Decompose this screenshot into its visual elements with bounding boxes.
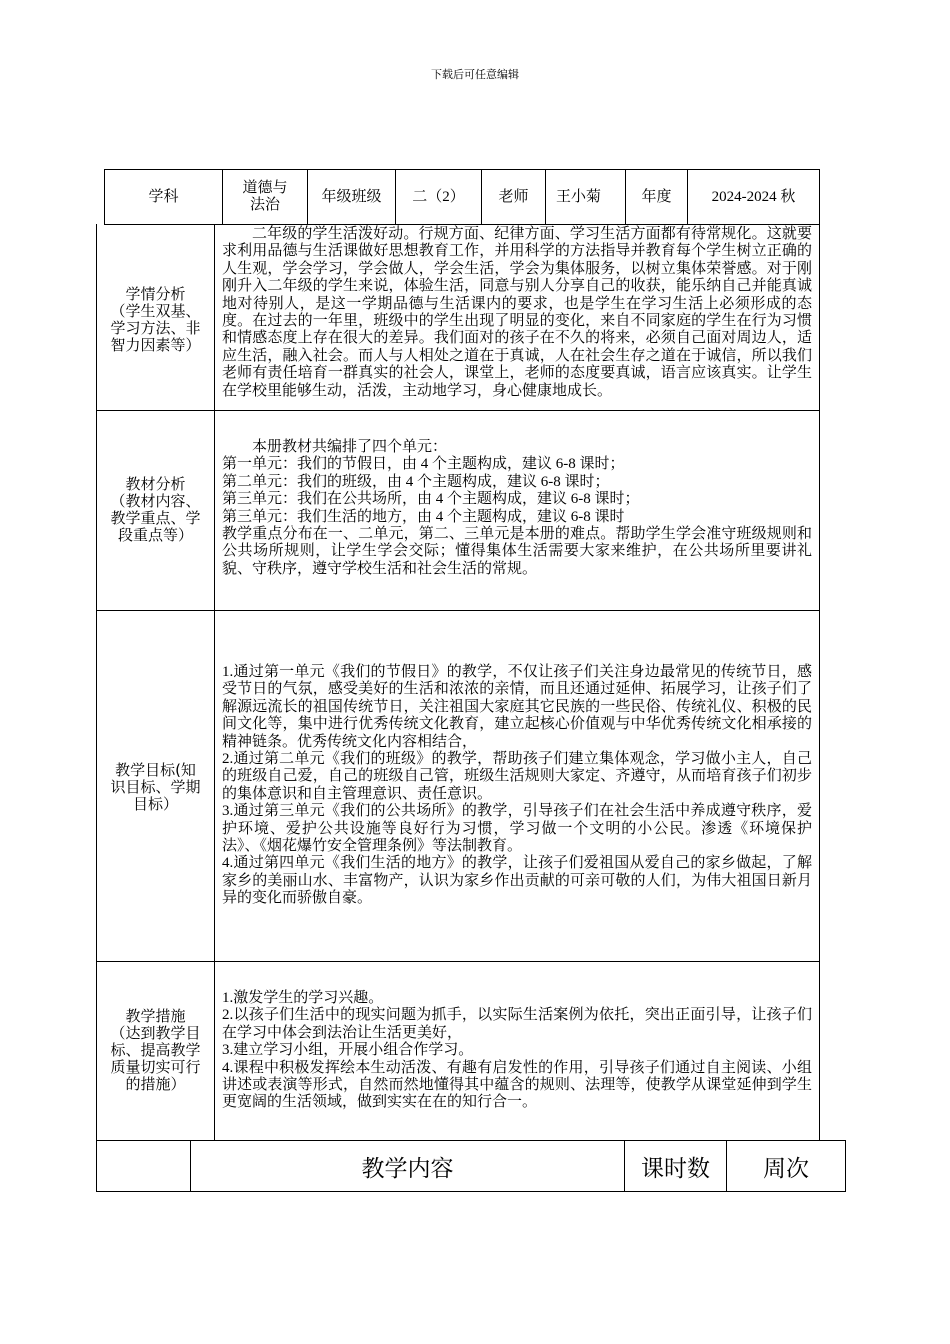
measure-item: 1.激发学生的学习兴趣。: [222, 990, 384, 1006]
teaching-goals-label: [97, 762, 214, 813]
grade-label: 年级班级: [321, 188, 382, 205]
label-line: 教学目标(知: [115, 761, 196, 779]
label-line: 学情分析: [125, 285, 186, 303]
subject-label: 学科: [148, 188, 179, 205]
label-line: 识目标、学期: [110, 778, 201, 796]
year-value: 2024-2024 秋: [711, 188, 796, 205]
goal-item: 3.通过第三单元《我们的公共场所》的教学，引导孩子们在社会生活中养成遵守秩序，爱护环境、爱护公共设施等良好行为习惯，学习做一个文明的小公民。渗透《环境保护法》、《烟花爆竹安全管理条例》等法制教育。: [222, 803, 812, 855]
teaching-goals-text: [222, 664, 812, 908]
schedule-week-header: 周次: [763, 1155, 809, 1182]
schedule-content-header: 教学内容: [361, 1155, 454, 1182]
unit-line: 第三单元：我们生活的地方，由 4 个主题构成，建议 6-8 课时: [222, 508, 625, 525]
subject-value-line1: 道德与: [242, 180, 288, 196]
paragraph: 教学重点分布在一、二单元，第二、三单元是本册的难点。帮助学生学会准守班级规则和公共场所规则，让学生学会交际；懂得集体生活需要大家来维护，在公共场所里要讲礼貌、守秩序，遵守学校生活和社会生活的常规。: [222, 526, 812, 577]
label-line: （学生双基、: [110, 302, 201, 320]
goal-item: 2.通过第二单元《我们的班级》的教学，帮助孩子们建立集体观念，学习做小主人，自己的班级自己爱，自己的班级自己管，班级生活规则大家定、齐遵守，从而培育孩子们初步的集体意识和自主管理意识、责任意识。: [222, 751, 812, 802]
subject-value: [223, 170, 307, 224]
student-analysis-label: [97, 286, 214, 354]
subject-value-line2: 法治: [249, 197, 280, 213]
label-line: 的措施）: [125, 1075, 186, 1093]
textbook-analysis-text: [222, 439, 812, 578]
goal-item: 4.通过第四单元《我们生活的地方》的教学，让孩子们爱祖国从爱自己的家乡做起，了解家乡的美丽山水、丰富物产，认识为家乡作出贡献的可亲可敬的人们，为伟大祖国日新月异的变化而骄傲自豪。: [222, 855, 812, 907]
measure-item: 4.课程中积极发挥绘本生动活泼、有趣有启发性的作用，引导孩子们通过自主阅读、小组讲述或表演等形式，自然而然地懂得其中蕴含的规则、法理等，使教学从课堂延伸到学生更宽阔的生活领域，做到实实在在的知行合一。: [222, 1059, 812, 1111]
label-line: 目标）: [132, 795, 178, 813]
unit-line: 第二单元：我们的班级，由 4 个主题构成，建议 6-8 课时；: [222, 473, 610, 490]
student-analysis-text: [222, 226, 812, 400]
label-line: 质量切实可行: [110, 1058, 201, 1076]
measure-item: 3.建立学习小组，开展小组合作学习。: [222, 1042, 474, 1059]
label-line: 智力因素等）: [110, 336, 201, 354]
measure-item: 2.以孩子们生活中的现实问题为抓手，以实际生活案例为依托，突出正面引导，让孩子们在学习中体会到法治让生活更美好，: [222, 1007, 812, 1041]
year-label: 年度: [641, 188, 672, 205]
teaching-measures-label: [97, 1008, 214, 1093]
schedule-hours-header: 课时数: [641, 1155, 710, 1182]
label-line: 教材分析: [125, 475, 186, 493]
label-line: 教学措施: [125, 1007, 186, 1025]
unit-line: 第三单元：我们在公共场所，由 4 个主题构成，建议 6-8 课时；: [222, 491, 640, 508]
unit-line: 第一单元：我们的节假日，由 4 个主题构成，建议 6-8 课时；: [222, 456, 625, 473]
teaching-measures-text: [222, 990, 812, 1112]
page-header-note: 下载后可任意编辑: [431, 68, 519, 81]
label-line: （教材内容、: [110, 492, 201, 510]
label-line: 段重点等）: [117, 526, 193, 544]
paragraph: 本册教材共编排了四个单元：: [252, 439, 448, 455]
goal-item: 1.通过第一单元《我们的节假日》的教学，不仅让孩子们关注身边最常见的传统节日，感受节日的气氛，感受美好的生活和浓浓的亲情，而且还通过延伸、拓展学习，让孩子们了解源远流长的祖国传统节日，关注祖国大家庭其它民族的一些民俗、传统礼仪、积极的民间文化等，集中进行优秀传统文化教育，建立起核心价值观与中华优秀传统文化相承接的精神链条。优秀传统文化内容相结合，: [222, 664, 812, 750]
grade-value: 二（2）: [412, 188, 465, 205]
label-line: （达到教学目: [110, 1024, 201, 1042]
teacher-label: 老师: [498, 188, 529, 205]
label-line: 学习方法、非: [110, 319, 201, 337]
paragraph: 二年级的学生活泼好动。行规方面、纪律方面、学习生活方面都有待常规化。这就要求利用品德与生活课做好思想教育工作，并用科学的方法指导并教育每个学生树立正确的人生观，学会学习，学会做人，学会生活，学会为集体服务，以树立集体荣誉感。对于刚刚升入二年级的学生来说，体验生活，同意与别人分享自己的收获，能乐纳自己并能真诚地对待别人，是这一学期品德与生活课内的要求，也是学生在学习生活上必须形成的态度。在过去的一年里，班级中的学生出现了明显的变化，来自不同家庭的学生在行为习惯和情感态度上存在很大的差异。我们面对的孩子在不久的将来，必须自己面对周边人，适应生活，融入社会。而人与人相处之道在于真诚，人在社会生存之道在于诚信，所以我们老师有责任培育一群真实的社会人，课堂上，老师的态度要真诚，语言应该真实。让学生在学校里能够生动，活泼，主动地学习，身心健康地成长。: [222, 226, 812, 399]
textbook-analysis-label: [97, 476, 214, 544]
label-line: 标、提高教学: [110, 1041, 201, 1059]
teacher-value: 王小菊: [556, 188, 602, 205]
label-line: 教学重点、学: [110, 509, 201, 527]
